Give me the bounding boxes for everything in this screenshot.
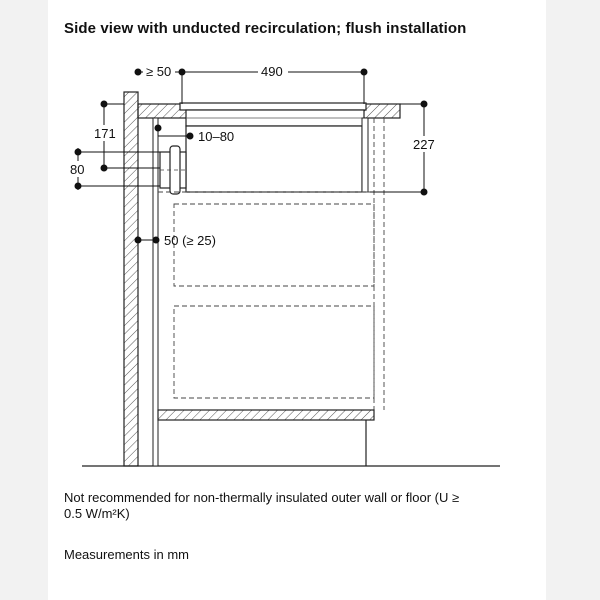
dim-duct-80: 80 bbox=[70, 162, 85, 177]
outer-wall bbox=[124, 92, 138, 466]
insulation-note bbox=[64, 490, 504, 522]
dim-wall-gap: ≥ 50 bbox=[146, 64, 172, 79]
dimension-rear-gap bbox=[135, 237, 159, 243]
cooktop-glass bbox=[180, 103, 366, 110]
insulation-note-line-2: 0.5 W/m²K) bbox=[64, 506, 130, 521]
insulation-note-line-1: Not recommended for non-thermally insulated outer wall or floor (U ≥ bbox=[64, 490, 460, 505]
cabinet-floor bbox=[158, 410, 374, 420]
dim-rear-gap: 50 (≥ 25) bbox=[164, 233, 216, 248]
measurements-unit-note: Measurements in mm bbox=[64, 547, 189, 562]
dim-height-171: 171 bbox=[94, 126, 116, 141]
cabinet-rear-panel bbox=[153, 118, 158, 466]
dim-width: 490 bbox=[261, 64, 283, 79]
dim-gap-10-80: 10–80 bbox=[198, 129, 235, 144]
diagram-title: Side view with unducted recirculation; flush installation bbox=[64, 20, 467, 37]
dim-height-227: 227 bbox=[413, 137, 435, 152]
